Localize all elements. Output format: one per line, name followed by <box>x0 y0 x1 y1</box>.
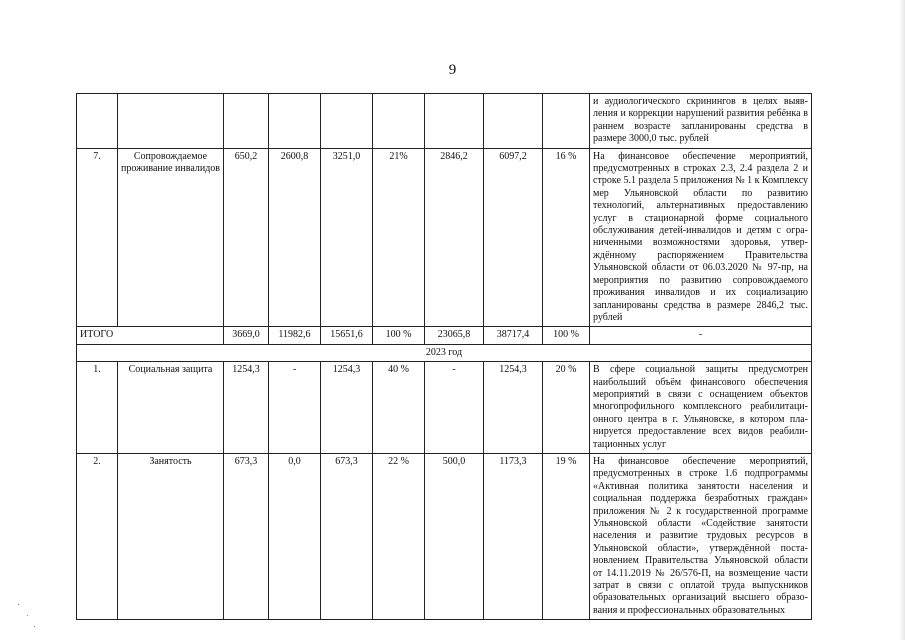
row-number: 2. <box>77 453 118 619</box>
cell-description: В сфере социальной защиты предусмотрен наибольший объём финансового обеспечения мероприятий в связи с оснащением объектов многопрофильного комплексного реабилитационного центра в г. Ульяновске, в котором планируется предоставление всех видов реабилитационных услуг <box>590 362 812 454</box>
cell-description: - <box>590 327 812 344</box>
cell-c5: 500,0 <box>425 453 484 619</box>
table-row-2 <box>77 453 812 619</box>
cell-c3: 673,3 <box>321 453 373 619</box>
cell-c1 <box>224 94 269 149</box>
total-label: ИТОГО <box>77 327 224 344</box>
cell-c4 <box>373 94 425 149</box>
page-number: 9 <box>448 62 457 78</box>
table-row-year <box>77 344 812 361</box>
cell-c4: 21% <box>373 148 425 327</box>
cell-c5: 2846,2 <box>425 148 484 327</box>
cell-c4: 22 % <box>373 453 425 619</box>
cell-c2: 2600,8 <box>269 148 321 327</box>
cell-c5: - <box>425 362 484 454</box>
cell-c6 <box>484 94 543 149</box>
cell-c2: 0,0 <box>269 453 321 619</box>
cell-c7: 20 % <box>543 362 590 454</box>
cell-c7 <box>543 94 590 149</box>
cell-num <box>77 94 118 149</box>
cell-c2: - <box>269 362 321 454</box>
cell-c1: 3669,0 <box>224 327 269 344</box>
cell-c3: 1254,3 <box>321 362 373 454</box>
cell-c6: 1254,3 <box>484 362 543 454</box>
row-name: Занятость <box>118 453 224 619</box>
cell-c3 <box>321 94 373 149</box>
scan-speck <box>27 615 28 616</box>
cell-c2: 11982,6 <box>269 327 321 344</box>
cell-c5: 23065,8 <box>425 327 484 344</box>
cell-c6: 38717,4 <box>484 327 543 344</box>
table-row-1 <box>77 362 812 454</box>
cell-c6: 6097,2 <box>484 148 543 327</box>
budget-table <box>76 93 812 620</box>
cell-c4: 100 % <box>373 327 425 344</box>
row-number: 1. <box>77 362 118 454</box>
cell-c3: 15651,6 <box>321 327 373 344</box>
cell-c4: 40 % <box>373 362 425 454</box>
cell-c7: 100 % <box>543 327 590 344</box>
scan-edge-shadow <box>899 0 905 640</box>
cell-name <box>118 94 224 149</box>
cell-c1: 1254,3 <box>224 362 269 454</box>
cell-description: На финансовое обеспечение мероприятий, предусмотренных в строке 1.6 подпрограммы «Активная политика занятости населения и социальная поддержка безработных граждан» приложения № 2 к государственной программе Ульяновской области «Содействие занятости населения и развитие трудовых ресурсов в Ульяновской области», утверждённой постановлением Правительства Ульяновской области от 14.11.2019 № 26/576-П, на возмещение части затрат в связи с оплатой труда выпускников образовательных организаций высшего образования и профессиональных образовательных <box>590 453 812 619</box>
row-number: 7. <box>77 148 118 327</box>
year-header: 2023 год <box>77 344 812 361</box>
cell-c3: 3251,0 <box>321 148 373 327</box>
table-row-continuation <box>77 94 812 149</box>
cell-c7: 16 % <box>543 148 590 327</box>
cell-c1: 673,3 <box>224 453 269 619</box>
row-name: Сопровождаемое проживание инвалидов <box>118 148 224 327</box>
cell-c2 <box>269 94 321 149</box>
cell-c1: 650,2 <box>224 148 269 327</box>
cell-c6: 1173,3 <box>484 453 543 619</box>
table-row-total <box>77 327 812 344</box>
cell-c5 <box>425 94 484 149</box>
cell-description: На финансовое обеспечение мероприятий, предусмотренных в строках 2.3, 2.4 раздела 2 и строке 5.1 раздела 5 приложения № 1 к Комплексу мер Ульяновской области по развитию технологий, альтернативных предоставлению услуг в стационарной форме социального обслуживания детей-инвалидов и детям с ограниченными возможностями здоровья, утверждённому распоряжением Правительства Ульяновской области от 06.03.2020 № 97-пр, на мероприятия по развитию сопровождаемого проживания инвалидов и их социализацию запланированы средства в размере 2846,2 тыс. рублей <box>590 148 812 327</box>
scan-speck <box>34 626 35 627</box>
row-name: Социальная защита <box>118 362 224 454</box>
table-row-7 <box>77 148 812 327</box>
cell-c7: 19 % <box>543 453 590 619</box>
cell-description: и аудиологического скринингов в целях выявления и коррекции нарушений развития ребёнка в раннем возрасте запланированы средства в размере 3000,0 тыс. рублей <box>590 94 812 149</box>
scan-speck <box>18 604 19 605</box>
